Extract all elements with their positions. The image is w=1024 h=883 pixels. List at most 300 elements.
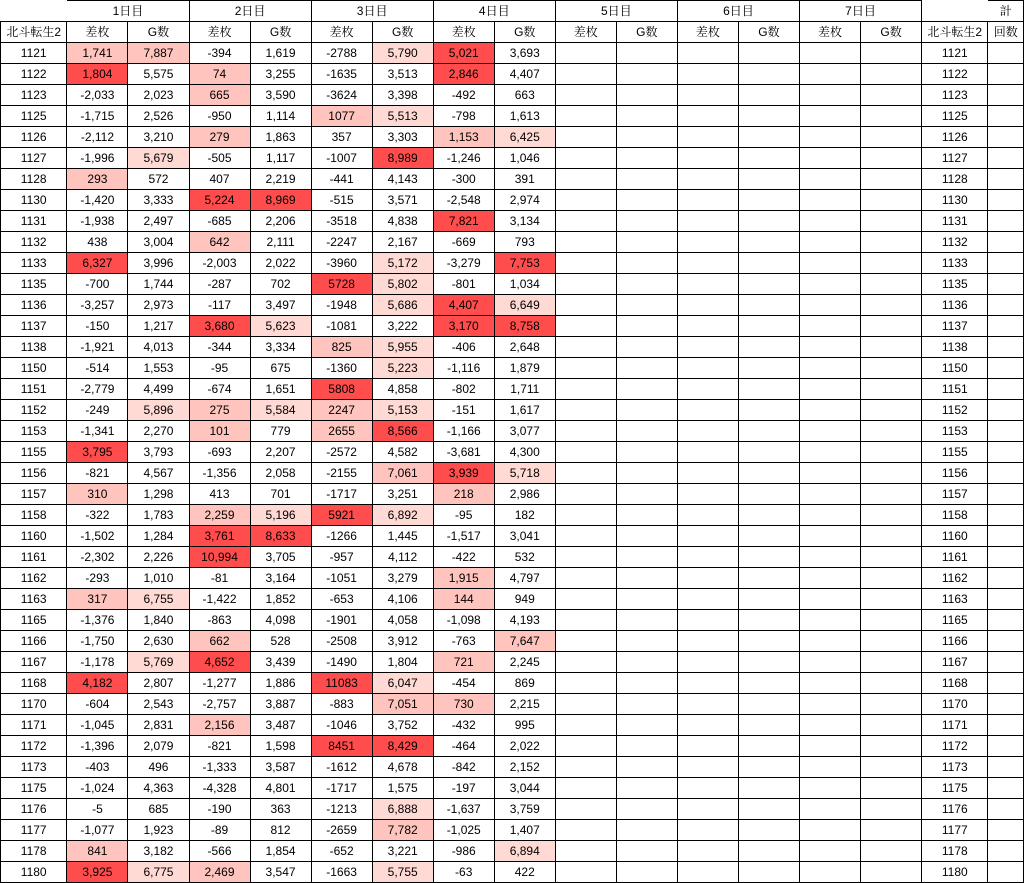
row-id-left: 1123 xyxy=(1,85,67,106)
cell-g: 3,439 xyxy=(250,652,311,673)
cell-g: 8,429 xyxy=(372,736,433,757)
cell-empty xyxy=(861,295,922,316)
row-id-right: 1122 xyxy=(922,64,988,85)
cell-g: 701 xyxy=(250,484,311,505)
cell-total-count xyxy=(988,421,1024,442)
cell-empty xyxy=(861,841,922,862)
cell-sa: 721 xyxy=(433,652,494,673)
cell-sa: -763 xyxy=(433,631,494,652)
cell-empty xyxy=(555,43,616,64)
cell-total-count xyxy=(988,211,1024,232)
cell-g: 4,582 xyxy=(372,442,433,463)
row-id-left: 1173 xyxy=(1,757,67,778)
cell-sa: 279 xyxy=(189,127,250,148)
table-row xyxy=(1,463,1024,484)
cell-empty xyxy=(555,505,616,526)
cell-g: 8,633 xyxy=(250,526,311,547)
table-row xyxy=(1,547,1024,568)
cell-sa: -1,422 xyxy=(189,589,250,610)
cell-sa: -3518 xyxy=(311,211,372,232)
row-id-right: 1167 xyxy=(922,652,988,673)
cell-empty xyxy=(861,694,922,715)
cell-g: 3,182 xyxy=(128,841,189,862)
cell-empty xyxy=(861,169,922,190)
cell-empty xyxy=(738,169,799,190)
cell-g: 5,153 xyxy=(372,400,433,421)
cell-sa: 293 xyxy=(67,169,128,190)
cell-empty xyxy=(555,589,616,610)
cell-empty xyxy=(799,547,860,568)
cell-sa: -1,077 xyxy=(67,820,128,841)
table-row xyxy=(1,232,1024,253)
cell-empty xyxy=(738,547,799,568)
cell-sa: 5808 xyxy=(311,379,372,400)
cell-empty xyxy=(799,43,860,64)
cell-empty xyxy=(616,841,677,862)
cell-total-count xyxy=(988,505,1024,526)
cell-empty xyxy=(738,274,799,295)
cell-total-count xyxy=(988,799,1024,820)
cell-total-count xyxy=(988,379,1024,400)
row-id-left: 1151 xyxy=(1,379,67,400)
cell-empty xyxy=(738,778,799,799)
cell-g: 4,300 xyxy=(494,442,555,463)
row-id-right: 1178 xyxy=(922,841,988,862)
cell-empty xyxy=(555,841,616,862)
cell-empty xyxy=(799,295,860,316)
cell-empty xyxy=(738,421,799,442)
cell-total-count xyxy=(988,652,1024,673)
row-id-left: 1128 xyxy=(1,169,67,190)
header-day-6: 6日目 xyxy=(677,1,799,22)
cell-g: 1,298 xyxy=(128,484,189,505)
cell-empty xyxy=(799,694,860,715)
cell-empty xyxy=(616,715,677,736)
cell-sa: -1360 xyxy=(311,358,372,379)
cell-sa: -1,045 xyxy=(67,715,128,736)
cell-empty xyxy=(555,232,616,253)
cell-sa: -515 xyxy=(311,190,372,211)
cell-sa: 438 xyxy=(67,232,128,253)
row-id-right: 1158 xyxy=(922,505,988,526)
cell-empty xyxy=(555,190,616,211)
cell-empty xyxy=(555,463,616,484)
cell-sa: 4,182 xyxy=(67,673,128,694)
cell-empty xyxy=(677,232,738,253)
cell-g: 5,896 xyxy=(128,400,189,421)
row-id-right: 1157 xyxy=(922,484,988,505)
table-row xyxy=(1,484,1024,505)
table-row xyxy=(1,295,1024,316)
cell-g: 1,651 xyxy=(250,379,311,400)
cell-g: 496 xyxy=(128,757,189,778)
cell-empty xyxy=(677,169,738,190)
cell-g: 779 xyxy=(250,421,311,442)
row-id-left: 1150 xyxy=(1,358,67,379)
row-id-left: 1157 xyxy=(1,484,67,505)
cell-empty xyxy=(677,841,738,862)
cell-g: 1,407 xyxy=(494,820,555,841)
cell-sa: -403 xyxy=(67,757,128,778)
cell-sa: -652 xyxy=(311,841,372,862)
cell-empty xyxy=(738,295,799,316)
cell-empty xyxy=(616,694,677,715)
row-id-left: 1156 xyxy=(1,463,67,484)
cell-empty xyxy=(738,484,799,505)
cell-sa: -2,003 xyxy=(189,253,250,274)
cell-empty xyxy=(738,694,799,715)
cell-sa: 11083 xyxy=(311,673,372,694)
table-row xyxy=(1,757,1024,778)
cell-sa: 3,680 xyxy=(189,316,250,337)
cell-g: 4,058 xyxy=(372,610,433,631)
cell-empty xyxy=(799,568,860,589)
cell-empty xyxy=(861,421,922,442)
cell-sa: -842 xyxy=(433,757,494,778)
header-right-blank xyxy=(922,1,988,22)
cell-sa: 1077 xyxy=(311,106,372,127)
cell-empty xyxy=(799,505,860,526)
cell-sa: -464 xyxy=(433,736,494,757)
header-total-label: 計 xyxy=(988,1,1024,22)
cell-sa: -957 xyxy=(311,547,372,568)
row-id-right: 1152 xyxy=(922,400,988,421)
cell-g: 1,886 xyxy=(250,673,311,694)
cell-empty xyxy=(616,64,677,85)
cell-g: 4,363 xyxy=(128,778,189,799)
cell-sa: -344 xyxy=(189,337,250,358)
cell-empty xyxy=(861,148,922,169)
cell-sa: -1663 xyxy=(311,862,372,883)
cell-g: 3,303 xyxy=(372,127,433,148)
cell-empty xyxy=(677,694,738,715)
cell-empty xyxy=(677,400,738,421)
cell-empty xyxy=(799,757,860,778)
cell-g: 4,407 xyxy=(494,64,555,85)
cell-total-count xyxy=(988,316,1024,337)
cell-g: 1,598 xyxy=(250,736,311,757)
cell-empty xyxy=(616,148,677,169)
cell-sa: 3,170 xyxy=(433,316,494,337)
cell-empty xyxy=(555,547,616,568)
cell-g: 422 xyxy=(494,862,555,883)
cell-sa: 74 xyxy=(189,64,250,85)
cell-empty xyxy=(677,610,738,631)
cell-sa: 4,407 xyxy=(433,295,494,316)
cell-g: 2,497 xyxy=(128,211,189,232)
cell-sa: 407 xyxy=(189,169,250,190)
cell-total-count xyxy=(988,610,1024,631)
cell-empty xyxy=(677,673,738,694)
cell-g: 1,010 xyxy=(128,568,189,589)
cell-sa: -1,637 xyxy=(433,799,494,820)
cell-sa: -2,112 xyxy=(67,127,128,148)
cell-empty xyxy=(861,232,922,253)
cell-sa: -1490 xyxy=(311,652,372,673)
cell-empty xyxy=(616,337,677,358)
cell-total-count xyxy=(988,400,1024,421)
cell-g: 3,513 xyxy=(372,64,433,85)
cell-sa: -950 xyxy=(189,106,250,127)
cell-sa: -293 xyxy=(67,568,128,589)
cell-empty xyxy=(616,505,677,526)
cell-sa: -1,116 xyxy=(433,358,494,379)
cell-sa: -514 xyxy=(67,358,128,379)
cell-sa: -2,033 xyxy=(67,85,128,106)
table-row xyxy=(1,526,1024,547)
cell-empty xyxy=(677,589,738,610)
cell-g: 3,333 xyxy=(128,190,189,211)
row-id-right: 1171 xyxy=(922,715,988,736)
cell-sa: 5,021 xyxy=(433,43,494,64)
cell-empty xyxy=(861,778,922,799)
cell-g: 1,854 xyxy=(250,841,311,862)
cell-sa: -1,098 xyxy=(433,610,494,631)
cell-empty xyxy=(861,652,922,673)
cell-sa: -1717 xyxy=(311,778,372,799)
cell-empty xyxy=(861,127,922,148)
cell-sa: -81 xyxy=(189,568,250,589)
cell-g: 572 xyxy=(128,169,189,190)
table-row xyxy=(1,43,1024,64)
cell-empty xyxy=(799,862,860,883)
cell-g: 663 xyxy=(494,85,555,106)
cell-g: 8,566 xyxy=(372,421,433,442)
cell-g: 8,758 xyxy=(494,316,555,337)
cell-empty xyxy=(677,463,738,484)
cell-sa: -2572 xyxy=(311,442,372,463)
cell-empty xyxy=(555,673,616,694)
cell-empty xyxy=(861,274,922,295)
cell-empty xyxy=(861,547,922,568)
cell-empty xyxy=(555,694,616,715)
cell-empty xyxy=(738,799,799,820)
cell-sa: -5 xyxy=(67,799,128,820)
cell-sa: -1,356 xyxy=(189,463,250,484)
cell-empty xyxy=(677,652,738,673)
cell-g: 3,693 xyxy=(494,43,555,64)
cell-sa: -821 xyxy=(67,463,128,484)
header-day-7: 7日目 xyxy=(799,1,921,22)
cell-sa: -2247 xyxy=(311,232,372,253)
cell-empty xyxy=(677,715,738,736)
header-day-1: 1日目 xyxy=(67,1,189,22)
cell-total-count xyxy=(988,778,1024,799)
header-sub-sa-6: 差枚 xyxy=(677,22,738,43)
cell-empty xyxy=(861,379,922,400)
cell-sa: -693 xyxy=(189,442,250,463)
cell-g: 3,887 xyxy=(250,694,311,715)
row-id-left: 1132 xyxy=(1,232,67,253)
cell-empty xyxy=(616,232,677,253)
row-id-left: 1122 xyxy=(1,64,67,85)
cell-g: 4,106 xyxy=(372,589,433,610)
cell-sa: -1051 xyxy=(311,568,372,589)
cell-g: 2,543 xyxy=(128,694,189,715)
cell-sa: -1948 xyxy=(311,295,372,316)
cell-g: 2,270 xyxy=(128,421,189,442)
cell-empty xyxy=(677,85,738,106)
row-id-left: 1166 xyxy=(1,631,67,652)
cell-total-count xyxy=(988,568,1024,589)
cell-g: 6,888 xyxy=(372,799,433,820)
cell-g: 2,167 xyxy=(372,232,433,253)
cell-empty xyxy=(738,715,799,736)
cell-sa: -1717 xyxy=(311,484,372,505)
cell-sa: -2155 xyxy=(311,463,372,484)
cell-g: 363 xyxy=(250,799,311,820)
cell-g: 5,686 xyxy=(372,295,433,316)
cell-empty xyxy=(616,589,677,610)
cell-sa: -95 xyxy=(433,505,494,526)
cell-total-count xyxy=(988,631,1024,652)
row-id-right: 1128 xyxy=(922,169,988,190)
row-id-right: 1176 xyxy=(922,799,988,820)
cell-g: 5,802 xyxy=(372,274,433,295)
cell-total-count xyxy=(988,274,1024,295)
cell-g: 6,649 xyxy=(494,295,555,316)
cell-empty xyxy=(677,820,738,841)
cell-sa: -197 xyxy=(433,778,494,799)
row-id-right: 1136 xyxy=(922,295,988,316)
cell-empty xyxy=(799,484,860,505)
header-corner-label: 北斗転生2 xyxy=(1,22,67,43)
cell-empty xyxy=(677,253,738,274)
table-row xyxy=(1,421,1024,442)
cell-g: 1,114 xyxy=(250,106,311,127)
cell-g: 3,041 xyxy=(494,526,555,547)
cell-sa: 841 xyxy=(67,841,128,862)
cell-sa: 5921 xyxy=(311,505,372,526)
cell-g: 1,863 xyxy=(250,127,311,148)
cell-sa: -492 xyxy=(433,85,494,106)
cell-empty xyxy=(555,358,616,379)
row-id-left: 1127 xyxy=(1,148,67,169)
row-id-right: 1153 xyxy=(922,421,988,442)
row-id-left: 1171 xyxy=(1,715,67,736)
table-row xyxy=(1,274,1024,295)
cell-total-count xyxy=(988,841,1024,862)
cell-sa: -1081 xyxy=(311,316,372,337)
cell-empty xyxy=(738,253,799,274)
header-row-sub xyxy=(1,22,1024,43)
cell-empty xyxy=(555,253,616,274)
cell-sa: -1,517 xyxy=(433,526,494,547)
table-row xyxy=(1,652,1024,673)
cell-empty xyxy=(799,190,860,211)
header-sub-sa-1: 差枚 xyxy=(67,22,128,43)
cell-empty xyxy=(799,736,860,757)
cell-empty xyxy=(738,148,799,169)
row-id-right: 1162 xyxy=(922,568,988,589)
cell-sa: -1,376 xyxy=(67,610,128,631)
cell-empty xyxy=(616,673,677,694)
cell-g: 1,840 xyxy=(128,610,189,631)
cell-empty xyxy=(738,379,799,400)
cell-g: 1,744 xyxy=(128,274,189,295)
cell-g: 3,221 xyxy=(372,841,433,862)
cell-g: 4,838 xyxy=(372,211,433,232)
cell-empty xyxy=(677,442,738,463)
cell-sa: -1007 xyxy=(311,148,372,169)
cell-empty xyxy=(738,43,799,64)
cell-sa: -802 xyxy=(433,379,494,400)
table-row xyxy=(1,841,1024,862)
cell-empty xyxy=(616,736,677,757)
cell-empty xyxy=(799,316,860,337)
cell-empty xyxy=(555,715,616,736)
row-id-left: 1176 xyxy=(1,799,67,820)
cell-sa: 310 xyxy=(67,484,128,505)
cell-sa: -674 xyxy=(189,379,250,400)
cell-empty xyxy=(555,274,616,295)
row-id-left: 1133 xyxy=(1,253,67,274)
row-id-right: 1155 xyxy=(922,442,988,463)
table-row xyxy=(1,799,1024,820)
cell-g: 3,587 xyxy=(250,757,311,778)
cell-empty xyxy=(555,778,616,799)
cell-empty xyxy=(677,547,738,568)
table-header xyxy=(1,1,1024,43)
cell-empty xyxy=(555,442,616,463)
cell-sa: -1,178 xyxy=(67,652,128,673)
cell-empty xyxy=(677,274,738,295)
cell-sa: 2247 xyxy=(311,400,372,421)
cell-empty xyxy=(616,379,677,400)
cell-empty xyxy=(677,379,738,400)
cell-sa: -300 xyxy=(433,169,494,190)
cell-empty xyxy=(616,778,677,799)
cell-sa: 7,821 xyxy=(433,211,494,232)
table-row xyxy=(1,400,1024,421)
cell-sa: 218 xyxy=(433,484,494,505)
cell-empty xyxy=(799,232,860,253)
row-id-left: 1152 xyxy=(1,400,67,421)
table-row xyxy=(1,190,1024,211)
cell-sa: 357 xyxy=(311,127,372,148)
cell-empty xyxy=(799,589,860,610)
row-id-left: 1170 xyxy=(1,694,67,715)
cell-empty xyxy=(677,211,738,232)
cell-g: 3,004 xyxy=(128,232,189,253)
cell-g: 2,807 xyxy=(128,673,189,694)
cell-g: 7,887 xyxy=(128,43,189,64)
cell-empty xyxy=(799,64,860,85)
cell-empty xyxy=(555,127,616,148)
cell-total-count xyxy=(988,106,1024,127)
cell-empty xyxy=(738,85,799,106)
cell-sa: 2655 xyxy=(311,421,372,442)
cell-sa: -190 xyxy=(189,799,250,820)
row-id-right: 1172 xyxy=(922,736,988,757)
cell-sa: -798 xyxy=(433,106,494,127)
cell-g: 3,759 xyxy=(494,799,555,820)
cell-g: 2,152 xyxy=(494,757,555,778)
cell-empty xyxy=(738,211,799,232)
cell-g: 3,251 xyxy=(372,484,433,505)
cell-g: 3,996 xyxy=(128,253,189,274)
cell-g: 2,215 xyxy=(494,694,555,715)
table-row xyxy=(1,253,1024,274)
table-row xyxy=(1,715,1024,736)
row-id-left: 1158 xyxy=(1,505,67,526)
cell-sa: -863 xyxy=(189,610,250,631)
cell-sa: -700 xyxy=(67,274,128,295)
table-row xyxy=(1,64,1024,85)
cell-empty xyxy=(616,106,677,127)
cell-sa: 4,652 xyxy=(189,652,250,673)
cell-total-count xyxy=(988,232,1024,253)
